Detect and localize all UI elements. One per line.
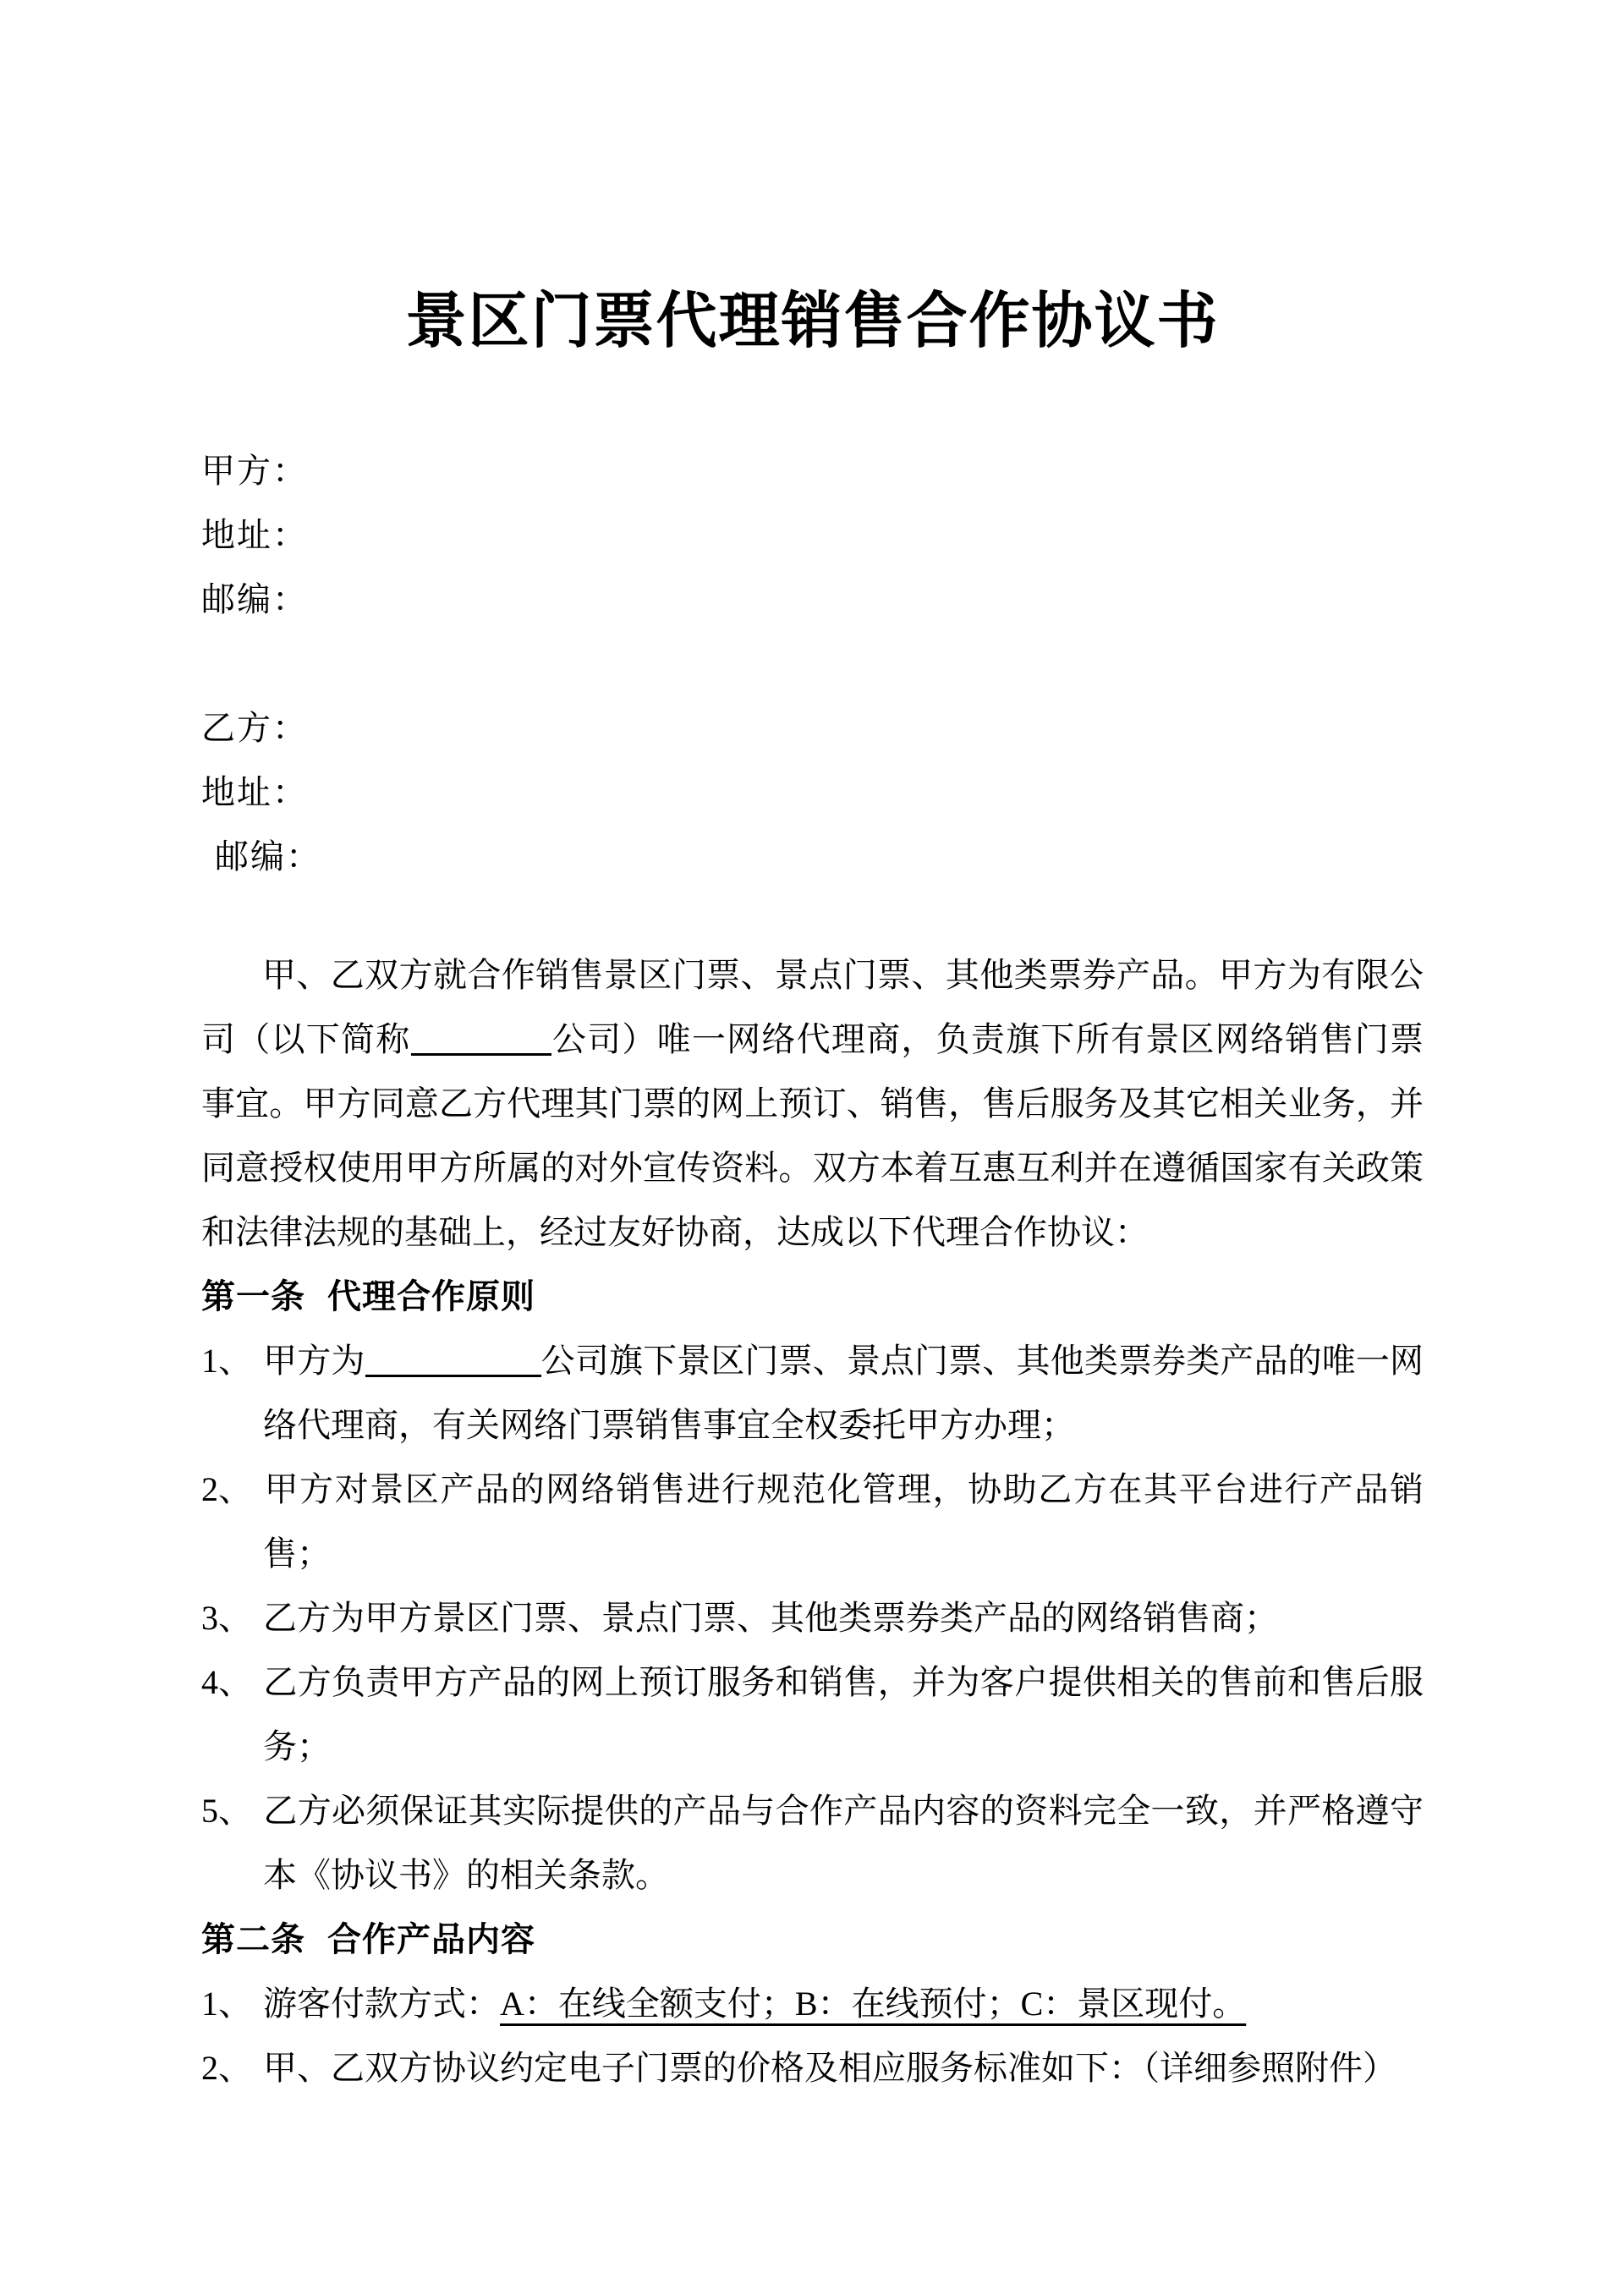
section2-heading [201, 1908, 1424, 1972]
section1-item5 [201, 1779, 1424, 1908]
section2-item1-label: 游客付款方式： [263, 1985, 500, 2023]
section1-item4-text: 乙方负责甲方产品的网上预订服务和销售，并为客户提供相关的售前和售后服务； [263, 1663, 1424, 1765]
section1-item5-number: 5、 [201, 1792, 252, 1830]
section2-heading-title: 合作产品内容 [327, 1921, 535, 1958]
contract-body [201, 943, 1424, 2100]
section1-heading-title: 代理合作原则 [327, 1278, 535, 1315]
party-a-name-label: 甲方： [201, 452, 308, 490]
section1-item4 [201, 1650, 1424, 1779]
section2-item1-number: 1、 [201, 1985, 252, 2023]
section1-item2-text: 甲方对景区产品的网络销售进行规范化管理，协助乙方在其平台进行产品销售； [263, 1470, 1424, 1573]
fill-in-blank-underline [365, 1341, 541, 1377]
party-a-block [201, 439, 1424, 632]
section1-item1 [201, 1329, 1424, 1458]
section1-item2 [201, 1458, 1424, 1586]
section1-item1-text-before-blank: 甲方为 [263, 1342, 365, 1380]
section2-item2-number: 2、 [201, 2049, 252, 2087]
section1-heading [201, 1265, 1424, 1329]
party-a-zip-label: 邮编： [201, 580, 308, 618]
party-b-name-label: 乙方： [201, 709, 308, 747]
section1-item2-number: 2、 [201, 1470, 252, 1508]
section2-item1 [201, 1972, 1424, 2036]
section1-item3-number: 3、 [201, 1599, 252, 1637]
party-a-address-label: 地址： [201, 516, 308, 554]
section1-item3-text: 乙方为甲方景区门票、景点门票、其他类票券类产品的网络销售商； [263, 1599, 1278, 1637]
document-title: 景区门票代理销售合作协议书 [405, 288, 1220, 355]
section1-item3 [201, 1586, 1424, 1650]
party-b-zip-label: 邮编： [215, 837, 321, 876]
section1-item1-text-after-blank: 公司旗下景区门票、景点门票、其他类票券类产品的唯一网络代理商，有关网络门票销售事宜全权委托甲方办理； [263, 1342, 1424, 1444]
party-b-address-label: 地址： [201, 773, 308, 811]
section1-item1-number: 1、 [201, 1342, 252, 1380]
intro-paragraph [201, 943, 1424, 1265]
intro-text-before-blank: 甲、乙双方就合作销售景区门票、景点门票、其他类票券产品。甲方为有限公司（以下简称 [201, 956, 1424, 1058]
section2-item2-text: 甲、乙双方协议约定电子门票的价格及相应服务标准如下：（详细参照附件） [263, 2049, 1396, 2087]
section2-heading-number: 第二条 [201, 1921, 305, 1958]
section2-item1-underlined-options: A：在线全额支付；B：在线预付；C：景区现付。 [500, 1985, 1247, 2023]
party-b-block [201, 696, 1424, 889]
section1-item5-text: 乙方必须保证其实际提供的产品与合作产品内容的资料完全一致，并严格遵守本《协议书》的相关条款。 [263, 1792, 1424, 1894]
section1-heading-number: 第一条 [201, 1278, 305, 1315]
section1-item4-number: 4、 [201, 1663, 252, 1701]
fill-in-blank-underline [411, 1019, 551, 1056]
intro-text-after-blank: 公司）唯一网络代理商，负责旗下所有景区网络销售门票事宜。甲方同意乙方代理其门票的网上预订、销售，售后服务及其它相关业务，并同意授权使用甲方所属的对外宣传资料。双方本着互惠互利并在遵循国家有关政策和法律法规的基础上，经过友好协商，达成以下代理合作协议： [201, 1020, 1424, 1251]
section2-item2 [201, 2036, 1424, 2100]
